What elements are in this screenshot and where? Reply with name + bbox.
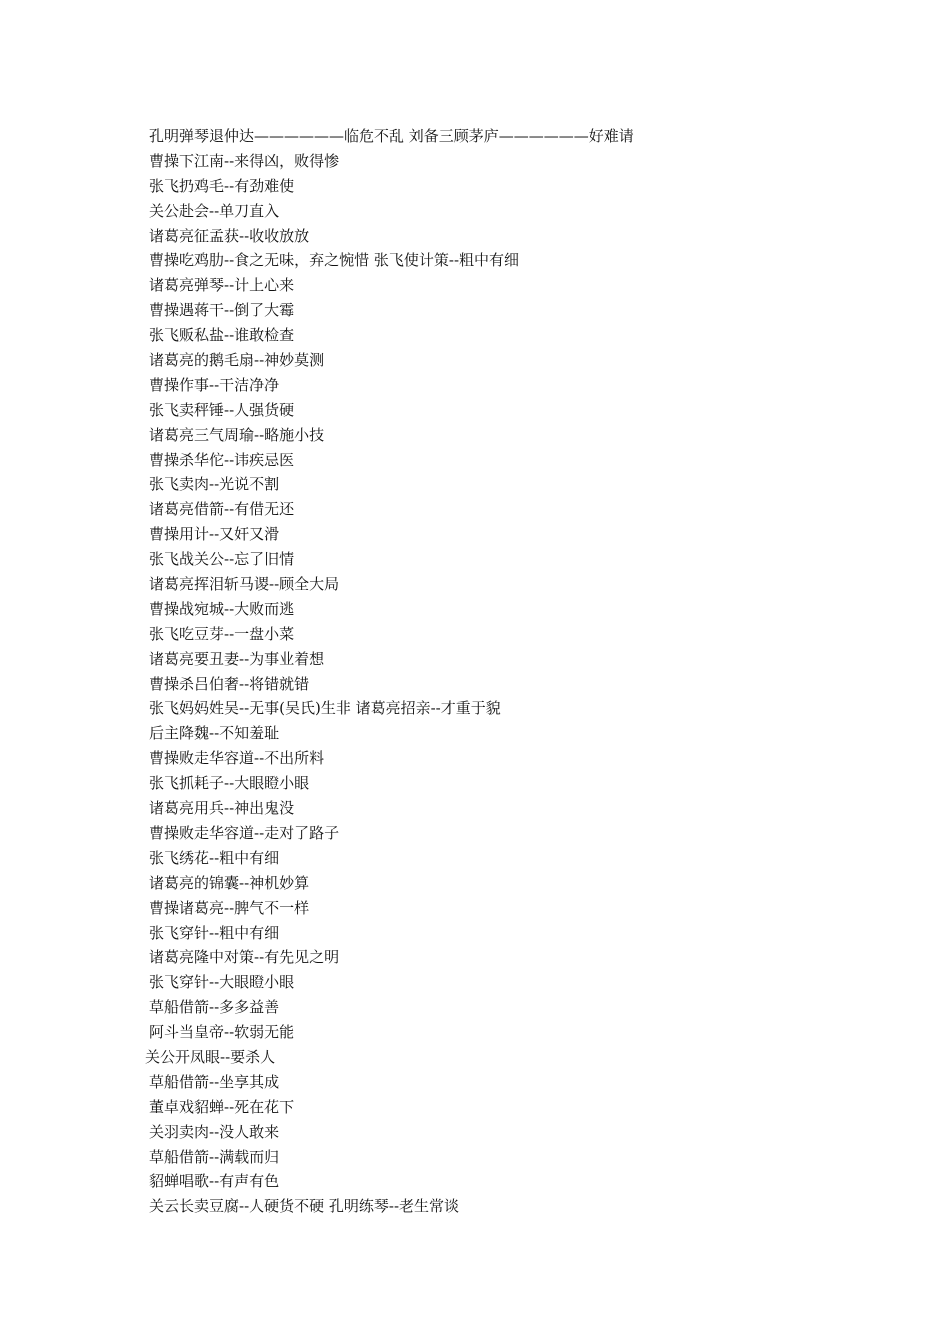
text-line: 曹操杀吕伯奢--将错就错 — [149, 674, 310, 693]
text-line: 张飞战关公--忘了旧情 — [149, 550, 295, 569]
text-line: 后主降魏--不知羞耻 — [149, 724, 280, 743]
text-line: 张飞吃豆芽--一盘小菜 — [149, 624, 295, 643]
text-line: 曹操诸葛亮--脾气不一样 — [149, 898, 310, 917]
text-line: 张飞穿针--大眼瞪小眼 — [149, 973, 295, 992]
text-line: 曹操用计--又奸又滑 — [149, 525, 280, 544]
text-line: 诸葛亮三气周瑜--略施小技 — [149, 425, 325, 444]
text-line: 张飞穿针--粗中有细 — [149, 923, 280, 942]
text-line: 草船借箭--多多益善 — [149, 998, 280, 1017]
text-line: 曹操下江南--来得凶，败得惨 — [149, 151, 340, 170]
text-line: 张飞绣花--粗中有细 — [149, 848, 280, 867]
text-line: 张飞卖秤锤--人强货硬 — [149, 400, 295, 419]
text-line: 曹操战宛城--大败而逃 — [149, 599, 295, 618]
text-line: 诸葛亮借箭--有借无还 — [149, 500, 295, 519]
text-line: 张飞卖肉--光说不割 — [149, 475, 280, 494]
text-line: 曹操败走华容道--不出所料 — [149, 749, 325, 768]
text-line: 张飞扔鸡毛--有劲难使 — [149, 176, 295, 195]
text-line: 诸葛亮用兵--神出鬼没 — [149, 799, 295, 818]
text-line: 关公开凤眼--要杀人 — [145, 1047, 276, 1066]
text-line: 曹操杀华佗--讳疾忌医 — [149, 450, 295, 469]
text-line: 曹操败走华容道--走对了路子 — [149, 823, 340, 842]
text-line: 草船借箭--坐享其成 — [149, 1072, 280, 1091]
text-line: 曹操遇蒋干--倒了大霉 — [149, 301, 295, 320]
text-line: 貂蝉唱歌--有声有色 — [149, 1172, 280, 1191]
text-line: 张飞妈妈姓吴--无事(吴氏)生非 诸葛亮招亲--才重于貌 — [149, 699, 501, 718]
text-line: 诸葛亮征孟获--收收放放 — [149, 226, 310, 245]
text-line: 诸葛亮弹琴--计上心来 — [149, 276, 295, 295]
text-line: 张飞贩私盐--谁敢检查 — [149, 326, 295, 345]
text-line: 关公赴会--单刀直入 — [149, 201, 280, 220]
text-line: 关云长卖豆腐--人硬货不硬 孔明练琴--老生常谈 — [149, 1197, 460, 1216]
text-line: 曹操吃鸡肋--食之无味，弃之惋惜 张飞使计策--粗中有细 — [149, 251, 520, 270]
text-line: 诸葛亮的鹅毛扇--神妙莫测 — [149, 351, 325, 370]
text-line: 草船借箭--满载而归 — [149, 1147, 280, 1166]
text-line: 张飞抓耗子--大眼瞪小眼 — [149, 774, 310, 793]
text-body — [145, 124, 869, 1219]
text-line: 曹操作事--干洁净净 — [149, 375, 280, 394]
text-line: 阿斗当皇帝--软弱无能 — [149, 1023, 295, 1042]
text-line: 关羽卖肉--没人敢来 — [149, 1122, 280, 1141]
text-line: 诸葛亮要丑妻--为事业着想 — [149, 649, 325, 668]
text-line: 诸葛亮挥泪斩马谡--顾全大局 — [149, 575, 340, 594]
text-line: 孔明弹琴退仲达——————临危不乱 刘备三顾茅庐——————好难请 — [149, 127, 634, 145]
text-line: 董卓戏貂蝉--死在花下 — [149, 1097, 295, 1116]
text-line: 诸葛亮的锦囊--神机妙算 — [149, 873, 310, 892]
text-line: 诸葛亮隆中对策--有先见之明 — [149, 948, 340, 967]
